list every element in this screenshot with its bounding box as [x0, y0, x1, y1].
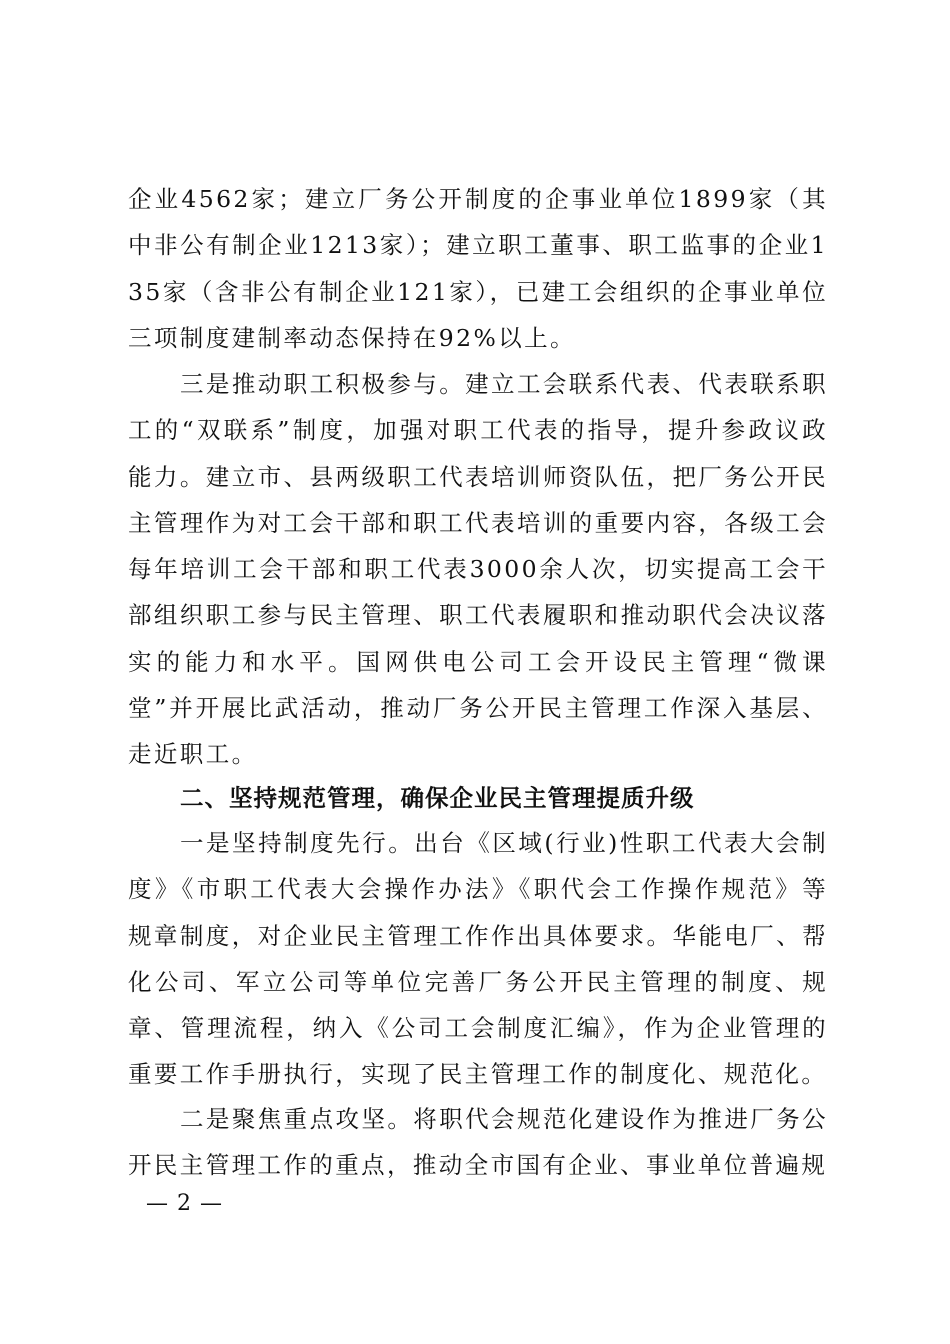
- paragraph-key-focus: 二是聚焦重点攻坚。将职代会规范化建设作为推进厂务公开民主管理工作的重点，推动全市国有企业、事业单位普遍规: [128, 1105, 828, 1180]
- page-number: — 2 —: [146, 1191, 223, 1216]
- paragraph-statistics: 企业4562家；建立厂务公开制度的企事业单位1899家（其中非公有制企业1213家）；建立职工董事、职工监事的企业135家（含非公有制企业121家），已建工会组织的企事业单位三项制度建制率动态保持在92%以上。: [128, 185, 828, 352]
- paragraph-employee-participation: 三是推动职工积极参与。建立工会联系代表、代表联系职工的“双联系”制度，加强对职工代表的指导，提升参政议政能力。建立市、县两级职工代表培训师资队伍，把厂务公开民主管理作为对工会干部和职工代表培训的重要内容，各级工会每年培训工会干部和职工代表3000余人次，切实提高工会干部组织职工参与民主管理、职工代表履职和推动职代会决议落实的能力和水平。国网供电公司工会开设民主管理“微课堂”并开展比武活动，推动厂务公开民主管理工作深入基层、走近职工。: [128, 370, 828, 769]
- section-heading: 二、坚持规范管理，确保企业民主管理提质升级: [180, 784, 695, 812]
- paragraph-system-first: 一是坚持制度先行。出台《区域(行业)性职工代表大会制度》《市职工代表大会操作办法》《职代会工作操作规范》等规章制度，对企业民主管理工作作出具体要求。华能电厂、帮化公司、军立公司等单位完善厂务公开民主管理的制度、规章、管理流程，纳入《公司工会制度汇编》，作为企业管理的重要工作手册执行，实现了民主管理工作的制度化、规范化。: [128, 829, 828, 1089]
